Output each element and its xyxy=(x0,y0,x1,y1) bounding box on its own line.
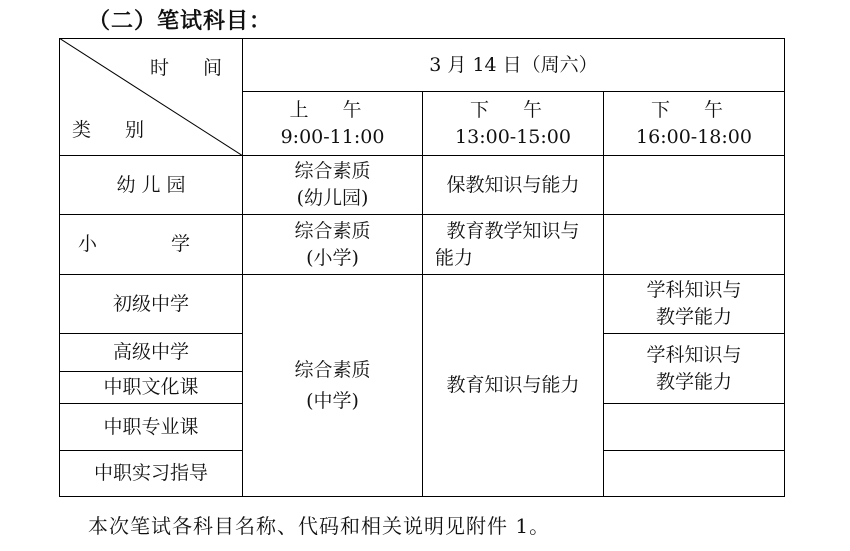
voc-practice-late-cell xyxy=(603,450,785,497)
voc-major-late-cell xyxy=(603,403,785,451)
kindergarten-afternoon-cell: 保教知识与能力 xyxy=(422,155,604,215)
category-junior: 初级中学 xyxy=(59,274,243,334)
middle-morning-merged-cell: 综合素质 (中学) xyxy=(242,274,423,497)
session-header-afternoon xyxy=(422,91,604,156)
date-header: 3 月 14 日（周六） xyxy=(429,53,598,76)
category-voc-culture: 中职文化课 xyxy=(59,371,243,404)
junior-late-cell: 学科知识与 教学能力 xyxy=(603,274,785,334)
category-voc-major: 中职专业课 xyxy=(59,403,243,451)
session-time: 9:00-11:00 xyxy=(280,125,385,148)
kindergarten-late-cell xyxy=(603,155,785,215)
middle-afternoon-merged-cell: 教育知识与能力 xyxy=(422,274,604,497)
kindergarten-morning-cell: 综合素质 (幼儿园) xyxy=(242,155,423,215)
category-primary: 小 学 xyxy=(59,214,243,275)
session-time: 16:00-18:00 xyxy=(636,125,752,148)
session-header-late-afternoon xyxy=(603,91,785,156)
category-voc-practice: 中职实习指导 xyxy=(59,450,243,497)
session-name: 下 午 xyxy=(650,98,738,121)
primary-afternoon-cell: 教育教学知识与 能力 xyxy=(422,214,604,275)
session-header-morning xyxy=(242,91,423,156)
session-time: 13:00-15:00 xyxy=(455,125,571,148)
session-name: 下 午 xyxy=(469,98,557,121)
corner-time-label: 时 间 xyxy=(150,57,237,79)
category-kindergarten: 幼 儿 园 xyxy=(59,155,243,215)
corner-header-cell xyxy=(59,38,243,156)
senior-late-cell: 学科知识与 教学能力 xyxy=(603,333,785,404)
category-senior: 高级中学 xyxy=(59,333,243,372)
primary-late-cell xyxy=(603,214,785,275)
corner-category-label: 类 别 xyxy=(72,119,159,141)
session-name: 上 午 xyxy=(289,98,376,121)
primary-morning-cell: 综合素质 (小学) xyxy=(242,214,423,275)
footer-note: 本次笔试各科目名称、代码和相关说明见附件 1。 xyxy=(88,514,551,538)
section-heading: （二）笔试科目： xyxy=(88,9,273,34)
date-header-cell xyxy=(242,38,785,92)
